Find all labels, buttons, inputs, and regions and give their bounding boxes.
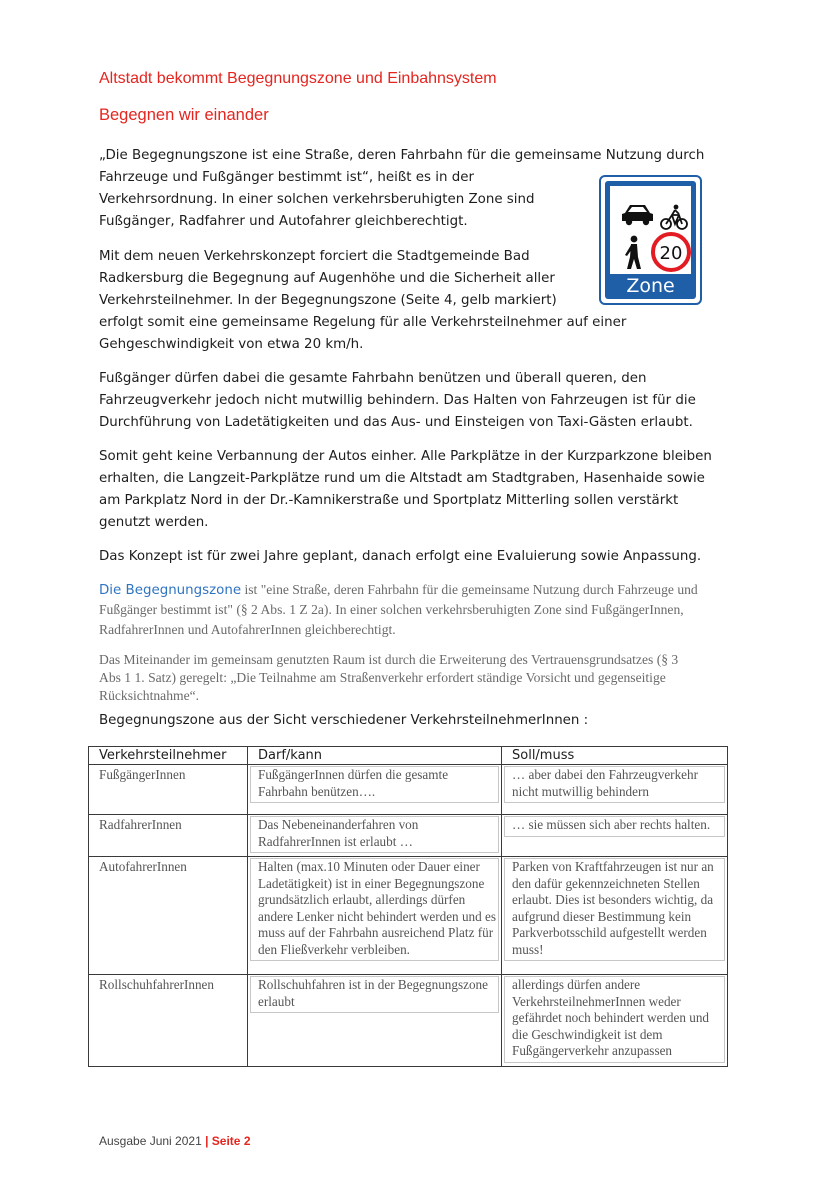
table-cell [502, 857, 728, 975]
cell-text: Rollschuhfahren ist in der Begegnungszone erlaubt [250, 976, 499, 1013]
definition-line [99, 580, 698, 601]
bicycle-icon [661, 205, 687, 229]
table-row [89, 975, 728, 1067]
paragraph-line: Fahrzeugverkehr jedoch nicht mutwillig behindern. Das Halten von Fahrzeugen ist für die [99, 393, 696, 408]
definition-text: ist "eine Straße, deren Fahrbahn für die gemeinsame Nutzung durch Fahrzeuge und [241, 582, 698, 597]
page-subtitle: Begegnen wir einander [99, 106, 269, 124]
cell-text: allerdings dürfen andere VerkehrsteilnehmerInnen weder gefährdet noch behindert werden und die Geschwindigkeit ist dem Fußgängerverkehr anzupassen [504, 976, 725, 1063]
table-cell [502, 975, 728, 1067]
definition-term: Die Begegnungszone [99, 583, 242, 598]
cell-text: FußgängerInnen dürfen die gesamte Fahrbahn benützen…. [250, 766, 499, 803]
cell-text: Parken von Kraftfahrzeugen ist nur an den dafür gekennzeichneten Stellen erlaubt. Dies ist besonders wichtig, da aufgrund dieser Bestimmung kein Parkverbotsschild aufgestellt werden muss! [504, 858, 725, 961]
definition-line: Fußgänger bestimmt ist" (§ 2 Abs. 1 Z 2a). In einer solchen verkehrsberuhigten Zone sind FußgängerInnen, [99, 602, 684, 617]
paragraph-line: Somit geht keine Verbannung der Autos einher. Alle Parkplätze in der Kurzparkzone bleiben [99, 449, 712, 464]
page-title: Altstadt bekommt Begegnungszone und Einbahnsystem [99, 70, 497, 87]
miteinander-line: Rücksichtnahme“. [99, 688, 200, 703]
cell-text: … sie müssen sich aber rechts halten. [504, 816, 725, 837]
table-header-cell: Soll/muss [502, 747, 728, 765]
footer-page-number: Seite 2 [211, 1134, 251, 1148]
paragraph-line: Gehgeschwindigkeit von etwa 20 km/h. [99, 337, 364, 352]
paragraph-line: „Die Begegnungszone ist eine Straße, deren Fahrbahn für die gemeinsame Nutzung durch [99, 148, 705, 163]
paragraph-line: Fußgänger dürfen dabei die gesamte Fahrbahn benützen und überall queren, den [99, 371, 647, 386]
table-header-cell: Darf/kann [248, 747, 502, 765]
cell-text: Halten (max.10 Minuten oder Dauer einer Ladetätigkeit) ist in einer Begegnungszone grundsätzlich erlaubt, allerdings dürfen andere Lenker nicht behindert werden und es muss auf der Fahrbahn ausreichend Platz für den Fließverkehr verbleiben. [250, 858, 499, 961]
table-header-cell: Verkehrsteilnehmer [89, 747, 248, 765]
paragraph-line: Mit dem neuen Verkehrskonzept forciert die Stadtgemeinde Bad [99, 249, 530, 264]
table-row [89, 857, 728, 975]
table-cell [502, 815, 728, 857]
footer-edition: Ausgabe Juni 2021 [99, 1134, 202, 1148]
cell-text: … aber dabei den Fahrzeugverkehr nicht mutwillig behindern [504, 766, 725, 803]
table-cell [248, 975, 502, 1067]
table-header-row [89, 747, 728, 765]
paragraph-line: Das Konzept ist für zwei Jahre geplant, danach erfolgt eine Evaluierung sowie Anpassung. [99, 549, 702, 564]
page-footer [99, 1134, 251, 1148]
table-cell: RadfahrerInnen [89, 815, 248, 857]
paragraph-line: Radkersburg die Begegnung auf Augenhöhe und die Sicherheit aller [99, 271, 555, 286]
table-cell: FußgängerInnen [89, 765, 248, 815]
table-cell: AutofahrerInnen [89, 857, 248, 975]
paragraph-line: Verkehrsteilnehmer. In der Begegnungszone (Seite 4, gelb markiert) [99, 293, 557, 308]
cell-text: Das Nebeneinanderfahren von RadfahrerInnen ist erlaubt … [250, 816, 499, 853]
table-row [89, 765, 728, 815]
definition-line: RadfahrerInnen und AutofahrerInnen gleichberechtigt. [99, 622, 396, 637]
miteinander-line: Das Miteinander im gemeinsam genutzten Raum ist durch die Erweiterung des Vertrauensgrundsatzes (§ 3 [99, 652, 679, 667]
paragraph-line: erhalten, die Langzeit-Parkplätze rund um die Altstadt am Stadtgraben, Hasenhaide sowie [99, 471, 705, 486]
paragraph-line: Fußgänger, Radfahrer und Autofahrer gleichberechtigt. [99, 214, 468, 229]
table-cell [248, 765, 502, 815]
car-icon [622, 205, 653, 225]
paragraph-line: Durchführung von Ladetätigkeiten und das Aus- und Einsteigen von Taxi-Gästen erlaubt. [99, 415, 693, 430]
table-caption: Begegnungszone aus der Sicht verschiedener VerkehrsteilnehmerInnen : [99, 713, 589, 728]
table-cell [248, 815, 502, 857]
paragraph-line: Fahrzeuge und Fußgänger bestimmt ist“, heißt es in der [99, 170, 474, 185]
footer-separator: | [205, 1134, 209, 1148]
table-cell: RollschuhfahrerInnen [89, 975, 248, 1067]
paragraph-line: genutzt werden. [99, 515, 209, 530]
pedestrian-icon [625, 236, 641, 269]
begegnungszone-sign [599, 175, 702, 305]
table-row [89, 815, 728, 857]
miteinander-line: Abs 1 1. Satz) geregelt: „Die Teilnahme am Straßenverkehr erfordert ständige Vorsicht und gegenseitige [99, 670, 666, 685]
table-cell [248, 857, 502, 975]
paragraph-line: erfolgt somit eine gemeinsame Regelung für alle Verkehrsteilnehmer auf einer [99, 315, 627, 330]
table-cell [502, 765, 728, 815]
traffic-participants-table [88, 746, 728, 1067]
speed-limit-value: 20 [659, 243, 683, 264]
paragraph-line: Verkehrsordnung. In einer solchen verkehrsberuhigten Zone sind [99, 192, 535, 207]
sign-label: Zone [626, 275, 675, 297]
paragraph-line: am Parkplatz Nord in der Dr.-Kamnikerstraße und Sportplatz Mitterling sollen verstärkt [99, 493, 679, 508]
